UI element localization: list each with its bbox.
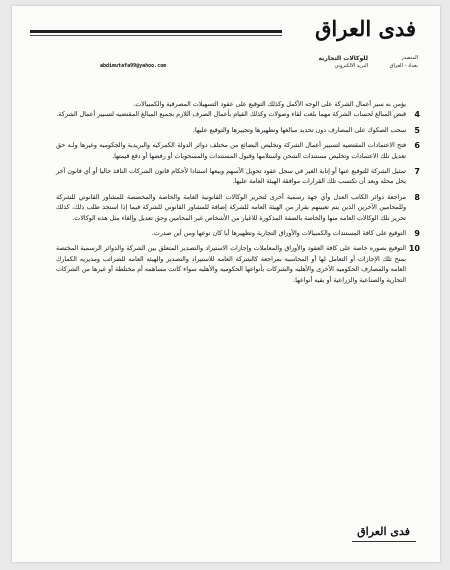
clause-number: 7 <box>414 167 420 177</box>
clause-item <box>56 192 420 224</box>
clause-item <box>56 244 420 286</box>
clause-item <box>56 167 420 188</box>
clause-number: 4 <box>414 110 420 120</box>
clause-text: تمثيل الشركة للتوقيع عنها أو إنابة الغير في سجل عقود تحويل الأسهم وبيعها استنادا لأحكام قانون الشركات النافذ حاليا أو أي قانون آخر يحل محله ويعد أن تكتسب تلك القرارات موافقة الهيئة العامة عليها. <box>56 168 406 186</box>
intro-paragraph: يؤمن به سير أعمال الشركة على الوجه الأكمل وكذلك التوقيع على عقود التسهيلات المصرفية والكمبيالات. <box>133 101 406 108</box>
clause-number: 8 <box>414 192 420 202</box>
document-page <box>12 6 440 562</box>
clause-text: التوقيع على كافة المستندات والكمبيالات والأوراق التجارية وتظهيرها أيا كان نوعها ومن أين صدرت. <box>151 230 406 238</box>
letterhead-email-label: البريد الالكتروني <box>334 63 368 69</box>
letterhead-rule-thin <box>30 35 282 36</box>
letterhead-agencies: للوكالات التجارية <box>318 55 368 62</box>
footer-rule <box>352 541 416 542</box>
clause-text: مراجعة دوائر الكاتب العدل وأي جهة رسمية أخرى لتحرير الوكالات القانونية العامة والخاصة والمخصصة للمشاور القانوني للشركة وللمحامين الآخرين الذين يتم تعيينهم بقرار من الهيئة العامه للشركة إضافة للمشاور القانوني للشركة فيما إذا استجد طلب ذلك، كذلك تحرير تلك الوكالات العامه منها والخاصة بالصفة المذكورة للاغيار من الأشخاص غير المحامين وحق تعديل وإلغاء مثل هذه الوكالات. <box>56 193 406 222</box>
clause-item <box>56 110 420 120</box>
letterhead-brand: فدى العراق <box>315 16 416 41</box>
clause-item <box>56 229 420 239</box>
clause-text: قبض المبالغ لحساب الشركة مهما بلغت لقاء وصولات وكذلك القيام بأعمال الصرف اللازم بجميع المبالغ المقتضيه لتسيير أعمال الشركة. <box>56 111 406 119</box>
clause-number: 6 <box>414 141 420 151</box>
clause-list <box>56 110 420 286</box>
clause-text: فتح الاعتمادات المقتضيه لتسيير أعمال الشركة وتخليص البضائع من مختلف دوائر الدولة الكمركيه والبريدية والجكوميه وغيرها ولـه حق تعديل تلك الاعتمادات وتخليص مستندات الشحن واستلامها وقبول المستندات والمسحوبات أو رفضها أو دفع قيمتها. <box>56 142 406 160</box>
clause-number: 10 <box>408 244 420 254</box>
letterhead-city: بغداد - العراق <box>389 63 418 69</box>
clause-number: 9 <box>414 229 420 239</box>
clause-text: سحب الصكوك على المصارف دون تحديد مبالغها وتظهيرها وتجييرها والتوقيع عليها. <box>192 126 406 134</box>
clause-item <box>56 141 420 162</box>
letterhead-rule <box>30 30 282 33</box>
footer-brand: فدى العراق <box>357 525 410 538</box>
clause-text: التوقيع بصوره خاصة على كافة العقود والأوراق والمعاملات وإجازات الاستيراد والتصدير المتعلق بين الشركة والدوائر الرسمية المختصة بمنح تلك الإجازات أو التعامل لها أو المحاسبه بمراجعة كالشركة العامه للاستيراد والتصدير والهيئه العامه للضرائب ومديريه الكمارك العامه والمصارف الحكوميه الأخرى والأهليه والشركات بأنواعها الحكوميه والأهليه سواء كانت مساهمه أم مختلطة أو غيرها من الشركات التجارية والصناعية والزراعية أو بقيه أنواعها. <box>56 245 406 284</box>
clause-item <box>56 125 420 136</box>
document-body <box>56 100 420 291</box>
letterhead-proprietor: المتصدر <box>401 55 418 61</box>
clause-number: 5 <box>414 125 420 135</box>
letterhead-email: abdimutafa99@yahoo.com <box>100 63 167 69</box>
